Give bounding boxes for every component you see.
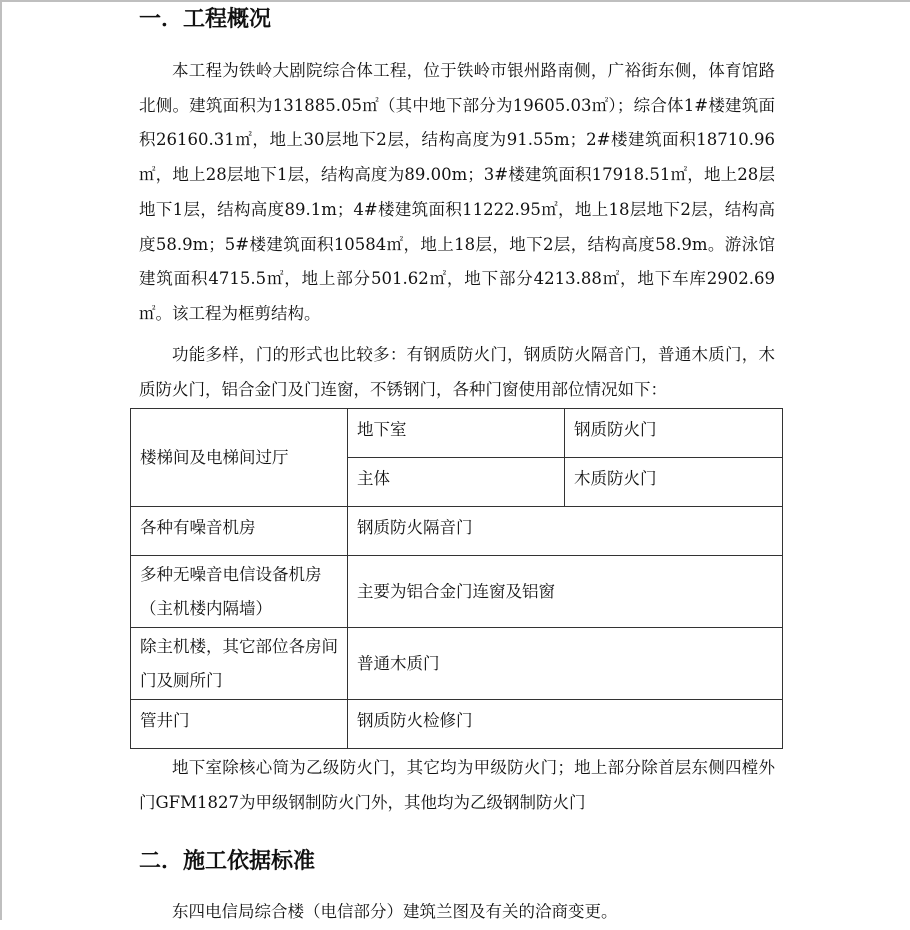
table-cell-location: 多种无噪音电信设备机房（主机楼内隔墙） — [131, 556, 348, 628]
table-row — [131, 409, 783, 458]
section-heading-overview: 一．工程概况 — [139, 7, 272, 32]
table-cell-door: 普通木质门 — [348, 628, 783, 700]
table-cell-location: 楼梯间及电梯间过厅 — [131, 409, 348, 507]
section-heading-standards: 二．施工依据标准 — [139, 849, 316, 874]
table-cell-door: 钢质防火隔音门 — [348, 507, 783, 556]
table-cell-door: 钢质防火门 — [565, 409, 783, 458]
door-types-paragraph: 功能多样，门的形式也比较多：有钢质防火门，钢质防火隔音门，普通木质门，木质防火门，铝合金门及门连窗，不锈钢门，各种门窗使用部位情况如下： — [139, 345, 775, 399]
table-cell-door: 钢质防火检修门 — [348, 700, 783, 749]
table-cell-location: 除主机楼，其它部位各房间门及厕所门 — [131, 628, 348, 700]
table-cell-door: 木质防火门 — [565, 458, 783, 507]
standards-paragraph: 东四电信局综合楼（电信部分）建筑兰图及有关的洽商变更。 — [172, 902, 618, 921]
table-row — [131, 628, 783, 700]
table-cell-location: 管井门 — [131, 700, 348, 749]
table-row — [131, 507, 783, 556]
table-row — [131, 556, 783, 628]
table-cell-part: 主体 — [348, 458, 565, 507]
table-cell-door: 主要为铝合金门连窗及铝窗 — [348, 556, 783, 628]
table-cell-part: 地下室 — [348, 409, 565, 458]
door-usage-table — [130, 408, 783, 749]
project-description-paragraph: 本工程为铁岭大剧院综合体工程，位于铁岭市银州路南侧，广裕街东侧，体育馆路北侧。建筑面积为131885.05㎡（其中地下部分为19605.03㎡）；综合体1#楼建筑面积26160.31㎡，地上30层地下2层，结构高度为91.55m；2#楼建筑面积18710.96㎡，地上28层地下1层，结构高度为89.00m；3#楼建筑面积17918.51㎡，地上28层地下1层，结构高度89.1m；4#楼建筑面积11222.95㎡，地上18层地下2层，结构高度58.9m；5#楼建筑面积10584㎡，地上18层，地下2层，结构高度58.9m。游泳馆建筑面积4715.5㎡，地上部分501.62㎡，地下部分4213.88㎡，地下车库2902.69㎡。该工程为框剪结构。 — [139, 61, 775, 323]
table-cell-location: 各种有噪音机房 — [131, 507, 348, 556]
fire-door-grade-paragraph: 地下室除核心筒为乙级防火门，其它均为甲级防火门；地上部分除首层东侧四樘外门GFM1827为甲级钢制防火门外，其他均为乙级钢制防火门 — [139, 758, 775, 812]
table-row — [131, 700, 783, 749]
